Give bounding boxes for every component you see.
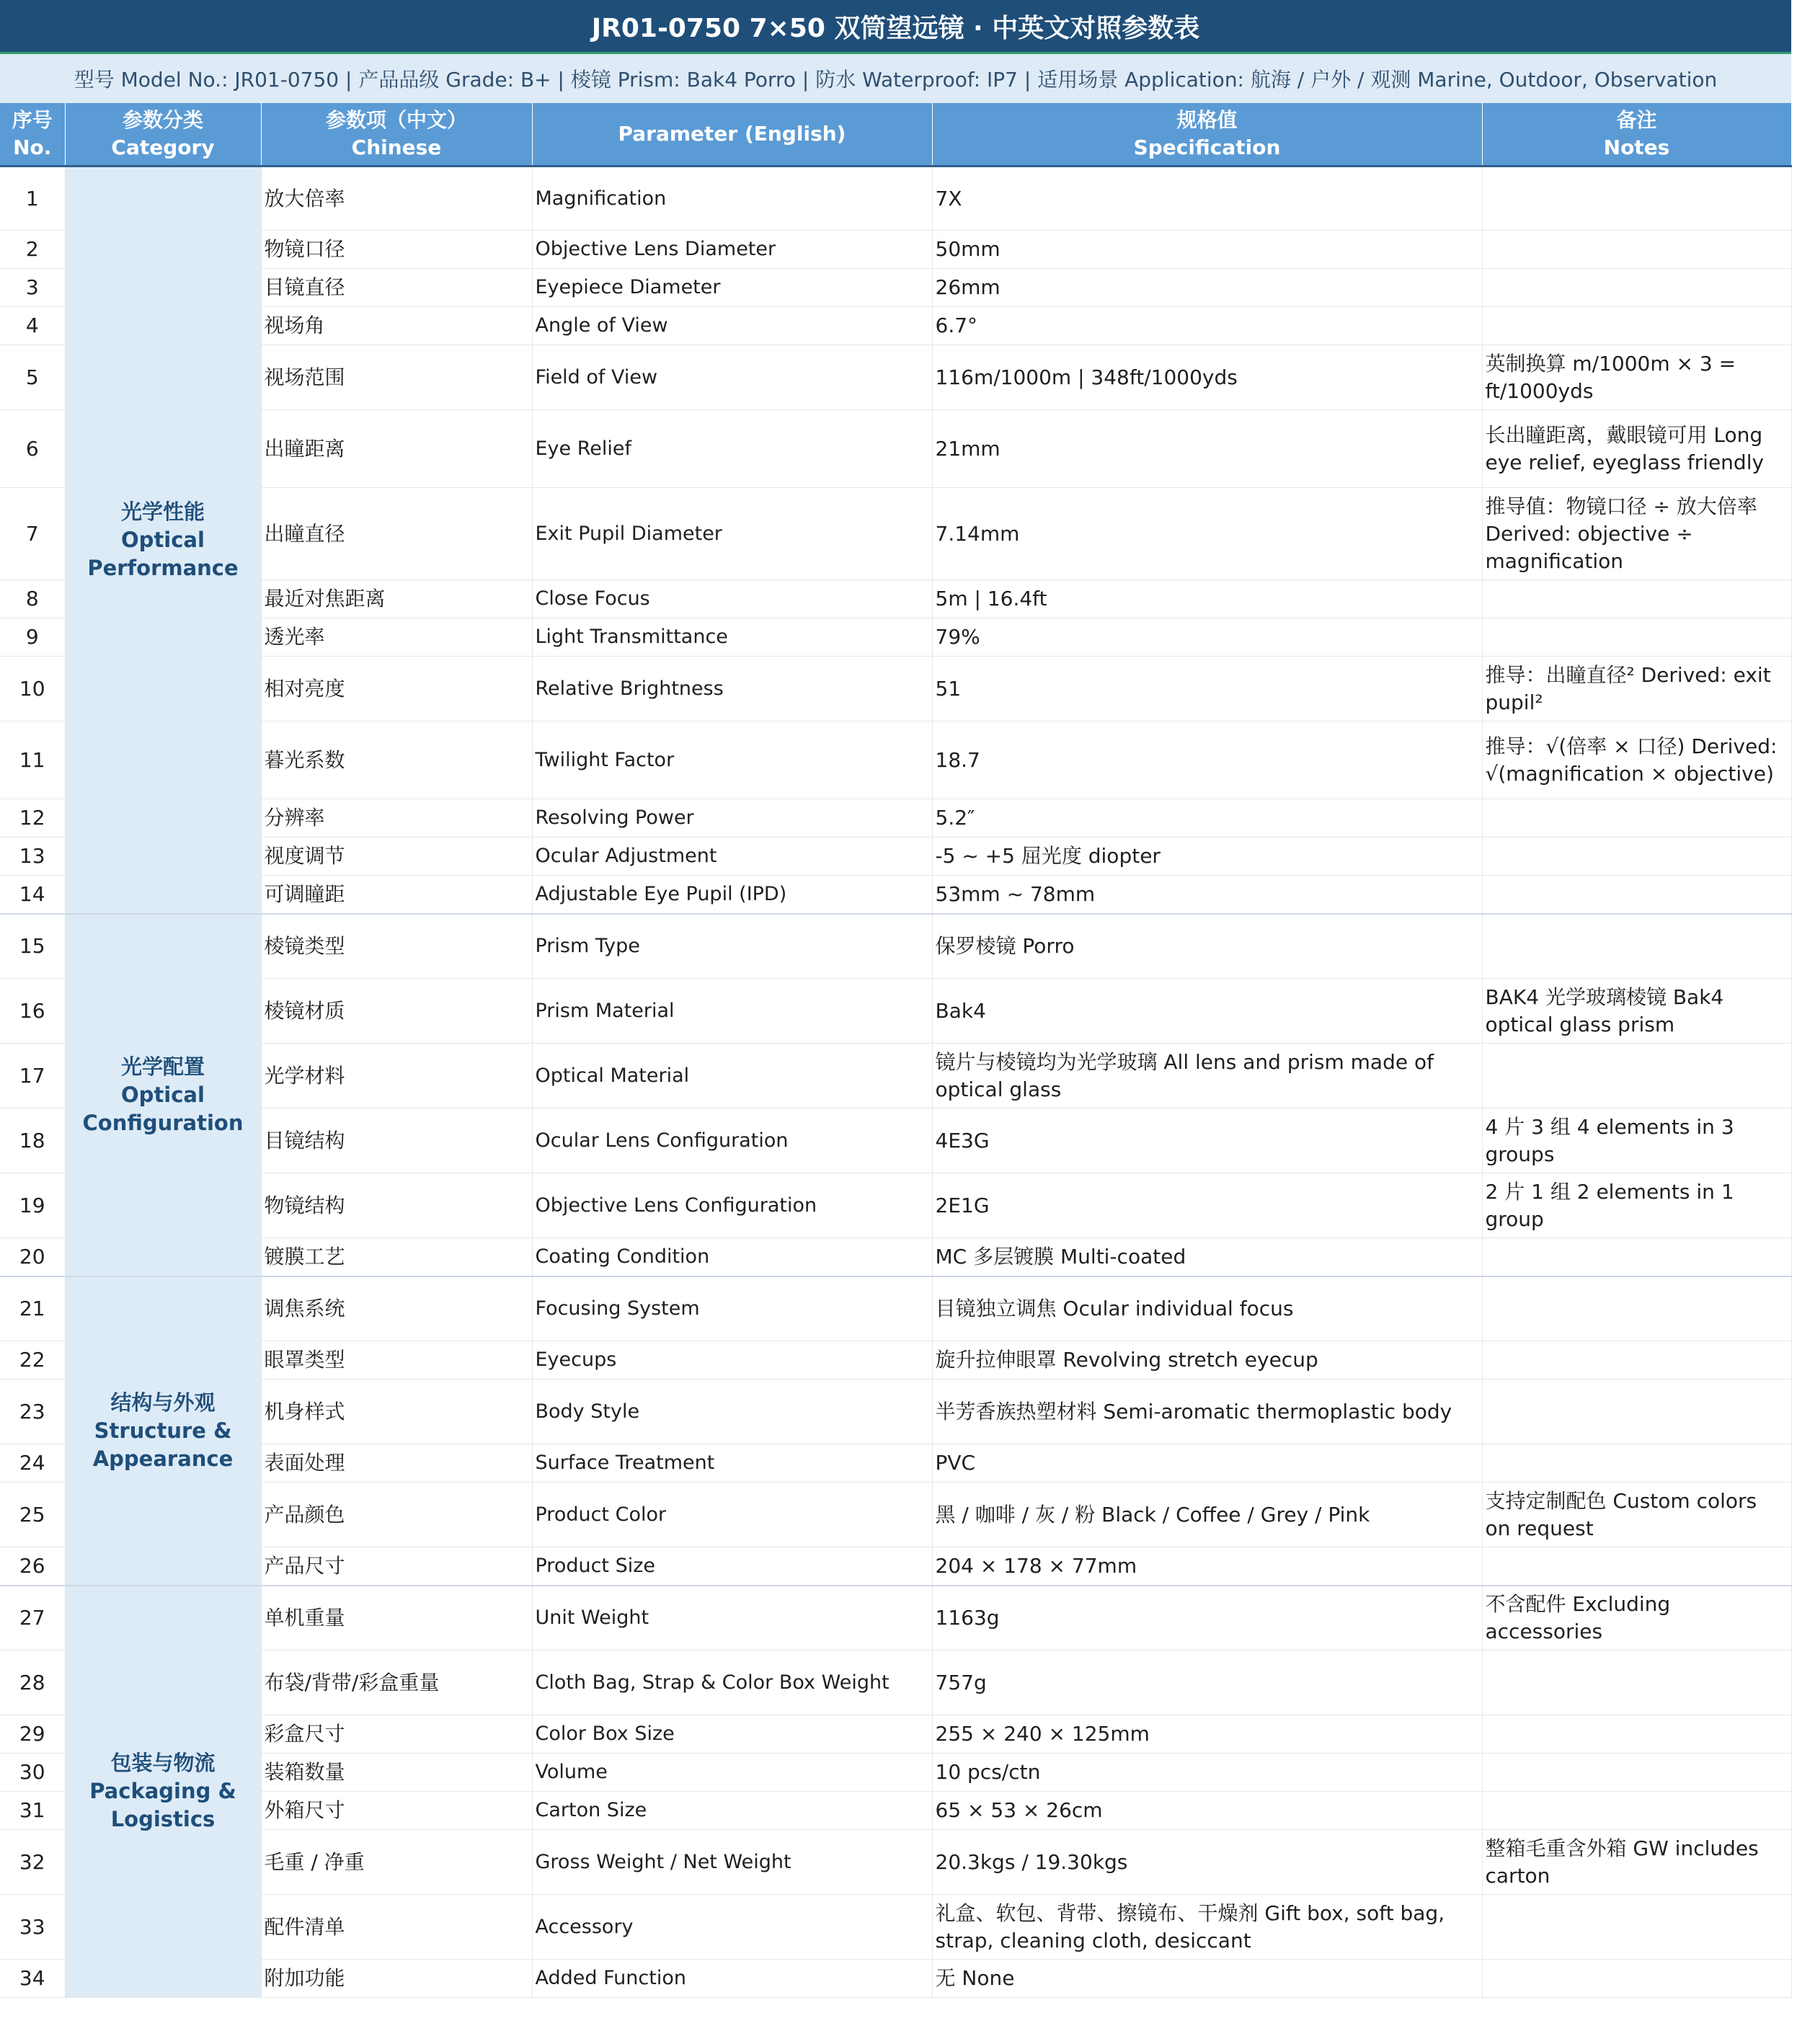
parameter-english-cell: Accessory: [532, 1895, 932, 1960]
parameter-english-cell: Objective Lens Diameter: [532, 231, 932, 269]
parameter-english-cell: Adjustable Eye Pupil (IPD): [532, 876, 932, 914]
parameter-chinese-cell: 放大倍率: [261, 166, 532, 231]
parameter-english-cell: Eye Relief: [532, 410, 932, 488]
table-row: [0, 345, 1791, 410]
notes-cell: [1482, 914, 1791, 979]
notes-cell: 长出瞳距离，戴眼镜可用 Long eye relief, eyeglass friendly: [1482, 410, 1791, 488]
table-row: [0, 1044, 1791, 1108]
table-row: [0, 410, 1791, 488]
notes-cell: [1482, 876, 1791, 914]
parameter-chinese-cell: 棱镜类型: [261, 914, 532, 979]
notes-cell: [1482, 166, 1791, 231]
header-category: 参数分类 Category: [65, 103, 261, 166]
notes-cell: [1482, 1276, 1791, 1341]
row-number-cell: 17: [0, 1044, 65, 1108]
specification-cell: 目镜独立调焦 Ocular individual focus: [932, 1276, 1482, 1341]
specification-cell: -5 ~ +5 屈光度 diopter: [932, 837, 1482, 876]
table-row: [0, 979, 1791, 1044]
parameter-chinese-cell: 表面处理: [261, 1444, 532, 1483]
parameter-english-cell: Eyecups: [532, 1341, 932, 1379]
table-row: [0, 1444, 1791, 1483]
parameter-chinese-cell: 调焦系统: [261, 1276, 532, 1341]
parameter-chinese-cell: 视度调节: [261, 837, 532, 876]
notes-cell: [1482, 618, 1791, 657]
specification-cell: MC 多层镀膜 Multi-coated: [932, 1238, 1482, 1276]
notes-cell: 整箱毛重含外箱 GW includes carton: [1482, 1830, 1791, 1895]
spec-table: [0, 103, 1792, 1998]
specification-cell: 礼盒、软包、背带、擦镜布、干燥剂 Gift box, soft bag, strap, cleaning cloth, desiccant: [932, 1895, 1482, 1960]
row-number-cell: 28: [0, 1650, 65, 1715]
row-number-cell: 21: [0, 1276, 65, 1341]
parameter-english-cell: Optical Material: [532, 1044, 932, 1108]
table-row: [0, 1715, 1791, 1754]
parameter-chinese-cell: 视场角: [261, 307, 532, 345]
row-number-cell: 24: [0, 1444, 65, 1483]
row-number-cell: 16: [0, 979, 65, 1044]
table-body: [0, 166, 1791, 1998]
header-notes: 备注 Notes: [1482, 103, 1791, 166]
parameter-english-cell: Product Color: [532, 1483, 932, 1547]
parameter-english-cell: Ocular Adjustment: [532, 837, 932, 876]
parameter-english-cell: Resolving Power: [532, 799, 932, 837]
row-number-cell: 27: [0, 1586, 65, 1650]
category-label: Optical: [121, 527, 205, 552]
notes-cell: [1482, 1547, 1791, 1586]
notes-cell: 推导值：物镜口径 ÷ 放大倍率 Derived: objective ÷ magnification: [1482, 488, 1791, 580]
specification-cell: 旋升拉伸眼罩 Revolving stretch eyecup: [932, 1341, 1482, 1379]
header-specification: 规格值 Specification: [932, 103, 1482, 166]
notes-cell: 支持定制配色 Custom colors on request: [1482, 1483, 1791, 1547]
parameter-chinese-cell: 物镜结构: [261, 1173, 532, 1238]
notes-cell: [1482, 1792, 1791, 1830]
header-no: 序号 No.: [0, 103, 65, 166]
category-label: Performance: [87, 555, 239, 580]
category-cell: [65, 1276, 261, 1586]
parameter-chinese-cell: 产品尺寸: [261, 1547, 532, 1586]
row-number-cell: 25: [0, 1483, 65, 1547]
notes-cell: [1482, 1238, 1791, 1276]
specification-cell: 255 × 240 × 125mm: [932, 1715, 1482, 1754]
header-chinese: 参数项（中文） Chinese: [261, 103, 532, 166]
parameter-chinese-cell: 出瞳距离: [261, 410, 532, 488]
table-row: [0, 799, 1791, 837]
table-row: [0, 1379, 1791, 1444]
sheet-meta-line: 型号 Model No.: JR01-0750 | 产品品级 Grade: B+ | 棱镜 Prism: Bak4 Porro | 防水 Waterproof: IP7 | 适用场景 Application: 航海 / 户外 / 观测 Marine, Outdoor, Observation: [0, 54, 1791, 103]
row-number-cell: 19: [0, 1173, 65, 1238]
parameter-chinese-cell: 布袋/背带/彩盒重量: [261, 1650, 532, 1715]
notes-cell: [1482, 1715, 1791, 1754]
specification-cell: 26mm: [932, 269, 1482, 307]
table-row: [0, 1586, 1791, 1650]
specification-cell: 2E1G: [932, 1173, 1482, 1238]
category-label: Appearance: [92, 1446, 234, 1471]
row-number-cell: 12: [0, 799, 65, 837]
specification-cell: PVC: [932, 1444, 1482, 1483]
parameter-chinese-cell: 分辨率: [261, 799, 532, 837]
notes-cell: 推导：出瞳直径² Derived: exit pupil²: [1482, 657, 1791, 721]
specification-cell: 7.14mm: [932, 488, 1482, 580]
category-cell: [65, 166, 261, 914]
table-row: [0, 1547, 1791, 1586]
notes-cell: [1482, 1341, 1791, 1379]
parameter-english-cell: Prism Type: [532, 914, 932, 979]
table-row: [0, 1895, 1791, 1960]
parameter-english-cell: Body Style: [532, 1379, 932, 1444]
row-number-cell: 14: [0, 876, 65, 914]
specification-cell: 79%: [932, 618, 1482, 657]
specification-cell: 1163g: [932, 1586, 1482, 1650]
parameter-english-cell: Twilight Factor: [532, 721, 932, 799]
category-label: Packaging &: [89, 1779, 236, 1804]
notes-cell: BAK4 光学玻璃棱镜 Bak4 optical glass prism: [1482, 979, 1791, 1044]
parameter-chinese-cell: 暮光系数: [261, 721, 532, 799]
specification-cell: 保罗棱镜 Porro: [932, 914, 1482, 979]
notes-cell: [1482, 837, 1791, 876]
table-row: [0, 1276, 1791, 1341]
notes-cell: [1482, 231, 1791, 269]
notes-cell: 4 片 3 组 4 elements in 3 groups: [1482, 1108, 1791, 1173]
row-number-cell: 33: [0, 1895, 65, 1960]
parameter-chinese-cell: 外箱尺寸: [261, 1792, 532, 1830]
parameter-english-cell: Eyepiece Diameter: [532, 269, 932, 307]
row-number-cell: 23: [0, 1379, 65, 1444]
specification-cell: 镜片与棱镜均为光学玻璃 All lens and prism made of optical glass: [932, 1044, 1482, 1108]
table-row: [0, 914, 1791, 979]
table-row: [0, 231, 1791, 269]
notes-cell: [1482, 1444, 1791, 1483]
table-row: [0, 166, 1791, 231]
parameter-english-cell: Exit Pupil Diameter: [532, 488, 932, 580]
parameter-chinese-cell: 机身样式: [261, 1379, 532, 1444]
table-row: [0, 657, 1791, 721]
parameter-chinese-cell: 单机重量: [261, 1586, 532, 1650]
table-row: [0, 1108, 1791, 1173]
parameter-chinese-cell: 出瞳直径: [261, 488, 532, 580]
row-number-cell: 6: [0, 410, 65, 488]
specification-cell: 6.7°: [932, 307, 1482, 345]
specification-cell: 5.2″: [932, 799, 1482, 837]
category-label: 光学性能: [120, 499, 205, 524]
table-row: [0, 837, 1791, 876]
table-row: [0, 1650, 1791, 1715]
table-row: [0, 1792, 1791, 1830]
table-row: [0, 1173, 1791, 1238]
category-label: Configuration: [82, 1110, 244, 1135]
specification-cell: 7X: [932, 166, 1482, 231]
table-row: [0, 307, 1791, 345]
table-row: [0, 1341, 1791, 1379]
notes-cell: 不含配件 Excluding accessories: [1482, 1586, 1791, 1650]
parameter-english-cell: Cloth Bag, Strap & Color Box Weight: [532, 1650, 932, 1715]
parameter-chinese-cell: 视场范围: [261, 345, 532, 410]
parameter-chinese-cell: 目镜结构: [261, 1108, 532, 1173]
table-row: [0, 488, 1791, 580]
notes-cell: [1482, 1650, 1791, 1715]
parameter-english-cell: Surface Treatment: [532, 1444, 932, 1483]
notes-cell: 2 片 1 组 2 elements in 1 group: [1482, 1173, 1791, 1238]
parameter-english-cell: Objective Lens Configuration: [532, 1173, 932, 1238]
specification-cell: 65 × 53 × 26cm: [932, 1792, 1482, 1830]
parameter-chinese-cell: 装箱数量: [261, 1754, 532, 1792]
parameter-english-cell: Unit Weight: [532, 1586, 932, 1650]
parameter-english-cell: Volume: [532, 1754, 932, 1792]
notes-cell: [1482, 307, 1791, 345]
notes-cell: [1482, 269, 1791, 307]
category-cell: [65, 1586, 261, 1998]
specification-cell: 半芳香族热塑材料 Semi-aromatic thermoplastic body: [932, 1379, 1482, 1444]
category-label: 结构与外观: [110, 1390, 216, 1415]
parameter-chinese-cell: 相对亮度: [261, 657, 532, 721]
parameter-chinese-cell: 镀膜工艺: [261, 1238, 532, 1276]
table-row: [0, 618, 1791, 657]
parameter-chinese-cell: 光学材料: [261, 1044, 532, 1108]
row-number-cell: 9: [0, 618, 65, 657]
table-row: [0, 1483, 1791, 1547]
parameter-chinese-cell: 透光率: [261, 618, 532, 657]
row-number-cell: 29: [0, 1715, 65, 1754]
row-number-cell: 20: [0, 1238, 65, 1276]
category-label: 包装与物流: [110, 1751, 216, 1776]
parameter-english-cell: Prism Material: [532, 979, 932, 1044]
specification-cell: 51: [932, 657, 1482, 721]
parameter-chinese-cell: 物镜口径: [261, 231, 532, 269]
notes-cell: 推导：√(倍率 × 口径) Derived: √(magnification × objective): [1482, 721, 1791, 799]
table-row: [0, 1238, 1791, 1276]
parameter-english-cell: Field of View: [532, 345, 932, 410]
specification-cell: 20.3kgs / 19.30kgs: [932, 1830, 1482, 1895]
parameter-english-cell: Focusing System: [532, 1276, 932, 1341]
parameter-english-cell: Ocular Lens Configuration: [532, 1108, 932, 1173]
parameter-english-cell: Light Transmittance: [532, 618, 932, 657]
row-number-cell: 15: [0, 914, 65, 979]
specification-cell: 18.7: [932, 721, 1482, 799]
row-number-cell: 18: [0, 1108, 65, 1173]
parameter-chinese-cell: 彩盒尺寸: [261, 1715, 532, 1754]
parameter-english-cell: Relative Brightness: [532, 657, 932, 721]
table-row: [0, 1830, 1791, 1895]
category-label: Logistics: [110, 1807, 216, 1832]
header-parameter-english: Parameter (English): [532, 103, 932, 166]
row-number-cell: 30: [0, 1754, 65, 1792]
row-number-cell: 5: [0, 345, 65, 410]
parameter-chinese-cell: 配件清单: [261, 1895, 532, 1960]
notes-cell: 英制换算 m/1000m × 3 = ft/1000yds: [1482, 345, 1791, 410]
parameter-english-cell: Color Box Size: [532, 1715, 932, 1754]
row-number-cell: 4: [0, 307, 65, 345]
specification-cell: 5m | 16.4ft: [932, 580, 1482, 618]
table-row: [0, 580, 1791, 618]
row-number-cell: 11: [0, 721, 65, 799]
table-row: [0, 721, 1791, 799]
parameter-chinese-cell: 眼罩类型: [261, 1341, 532, 1379]
specification-cell: 116m/1000m | 348ft/1000yds: [932, 345, 1482, 410]
parameter-english-cell: Added Function: [532, 1960, 932, 1998]
header-row: [0, 103, 1791, 166]
notes-cell: [1482, 1895, 1791, 1960]
parameter-chinese-cell: 最近对焦距离: [261, 580, 532, 618]
row-number-cell: 7: [0, 488, 65, 580]
parameter-chinese-cell: 可调瞳距: [261, 876, 532, 914]
notes-cell: [1482, 1379, 1791, 1444]
specification-cell: Bak4: [932, 979, 1482, 1044]
category-cell: [65, 914, 261, 1276]
table-row: [0, 269, 1791, 307]
notes-cell: [1482, 1960, 1791, 1998]
specification-cell: 10 pcs/ctn: [932, 1754, 1482, 1792]
specification-cell: 204 × 178 × 77mm: [932, 1547, 1482, 1586]
parameter-english-cell: Coating Condition: [532, 1238, 932, 1276]
parameter-chinese-cell: 附加功能: [261, 1960, 532, 1998]
row-number-cell: 3: [0, 269, 65, 307]
row-number-cell: 22: [0, 1341, 65, 1379]
notes-cell: [1482, 580, 1791, 618]
specification-cell: 4E3G: [932, 1108, 1482, 1173]
notes-cell: [1482, 1754, 1791, 1792]
specification-cell: 黑 / 咖啡 / 灰 / 粉 Black / Coffee / Grey / Pink: [932, 1483, 1482, 1547]
row-number-cell: 13: [0, 837, 65, 876]
parameter-chinese-cell: 产品颜色: [261, 1483, 532, 1547]
row-number-cell: 31: [0, 1792, 65, 1830]
row-number-cell: 26: [0, 1547, 65, 1586]
notes-cell: [1482, 1044, 1791, 1108]
table-row: [0, 876, 1791, 914]
category-label: Optical: [121, 1082, 205, 1107]
row-number-cell: 32: [0, 1830, 65, 1895]
parameter-english-cell: Magnification: [532, 166, 932, 231]
specification-cell: 53mm ~ 78mm: [932, 876, 1482, 914]
table-row: [0, 1960, 1791, 1998]
specification-cell: 50mm: [932, 231, 1482, 269]
category-label: Structure &: [94, 1418, 232, 1443]
parameter-chinese-cell: 目镜直径: [261, 269, 532, 307]
row-number-cell: 1: [0, 166, 65, 231]
row-number-cell: 10: [0, 657, 65, 721]
row-number-cell: 2: [0, 231, 65, 269]
specification-cell: 21mm: [932, 410, 1482, 488]
category-label: 光学配置: [120, 1054, 205, 1079]
notes-cell: [1482, 799, 1791, 837]
specification-cell: 757g: [932, 1650, 1482, 1715]
row-number-cell: 34: [0, 1960, 65, 1998]
parameter-english-cell: Close Focus: [532, 580, 932, 618]
table-row: [0, 1754, 1791, 1792]
parameter-chinese-cell: 毛重 / 净重: [261, 1830, 532, 1895]
parameter-english-cell: Angle of View: [532, 307, 932, 345]
row-number-cell: 8: [0, 580, 65, 618]
parameter-english-cell: Gross Weight / Net Weight: [532, 1830, 932, 1895]
sheet-title: JR01-0750 7×50 双筒望远镜 · 中英文对照参数表: [0, 0, 1791, 54]
parameter-english-cell: Product Size: [532, 1547, 932, 1586]
specification-cell: 无 None: [932, 1960, 1482, 1998]
parameter-english-cell: Carton Size: [532, 1792, 932, 1830]
parameter-chinese-cell: 棱镜材质: [261, 979, 532, 1044]
